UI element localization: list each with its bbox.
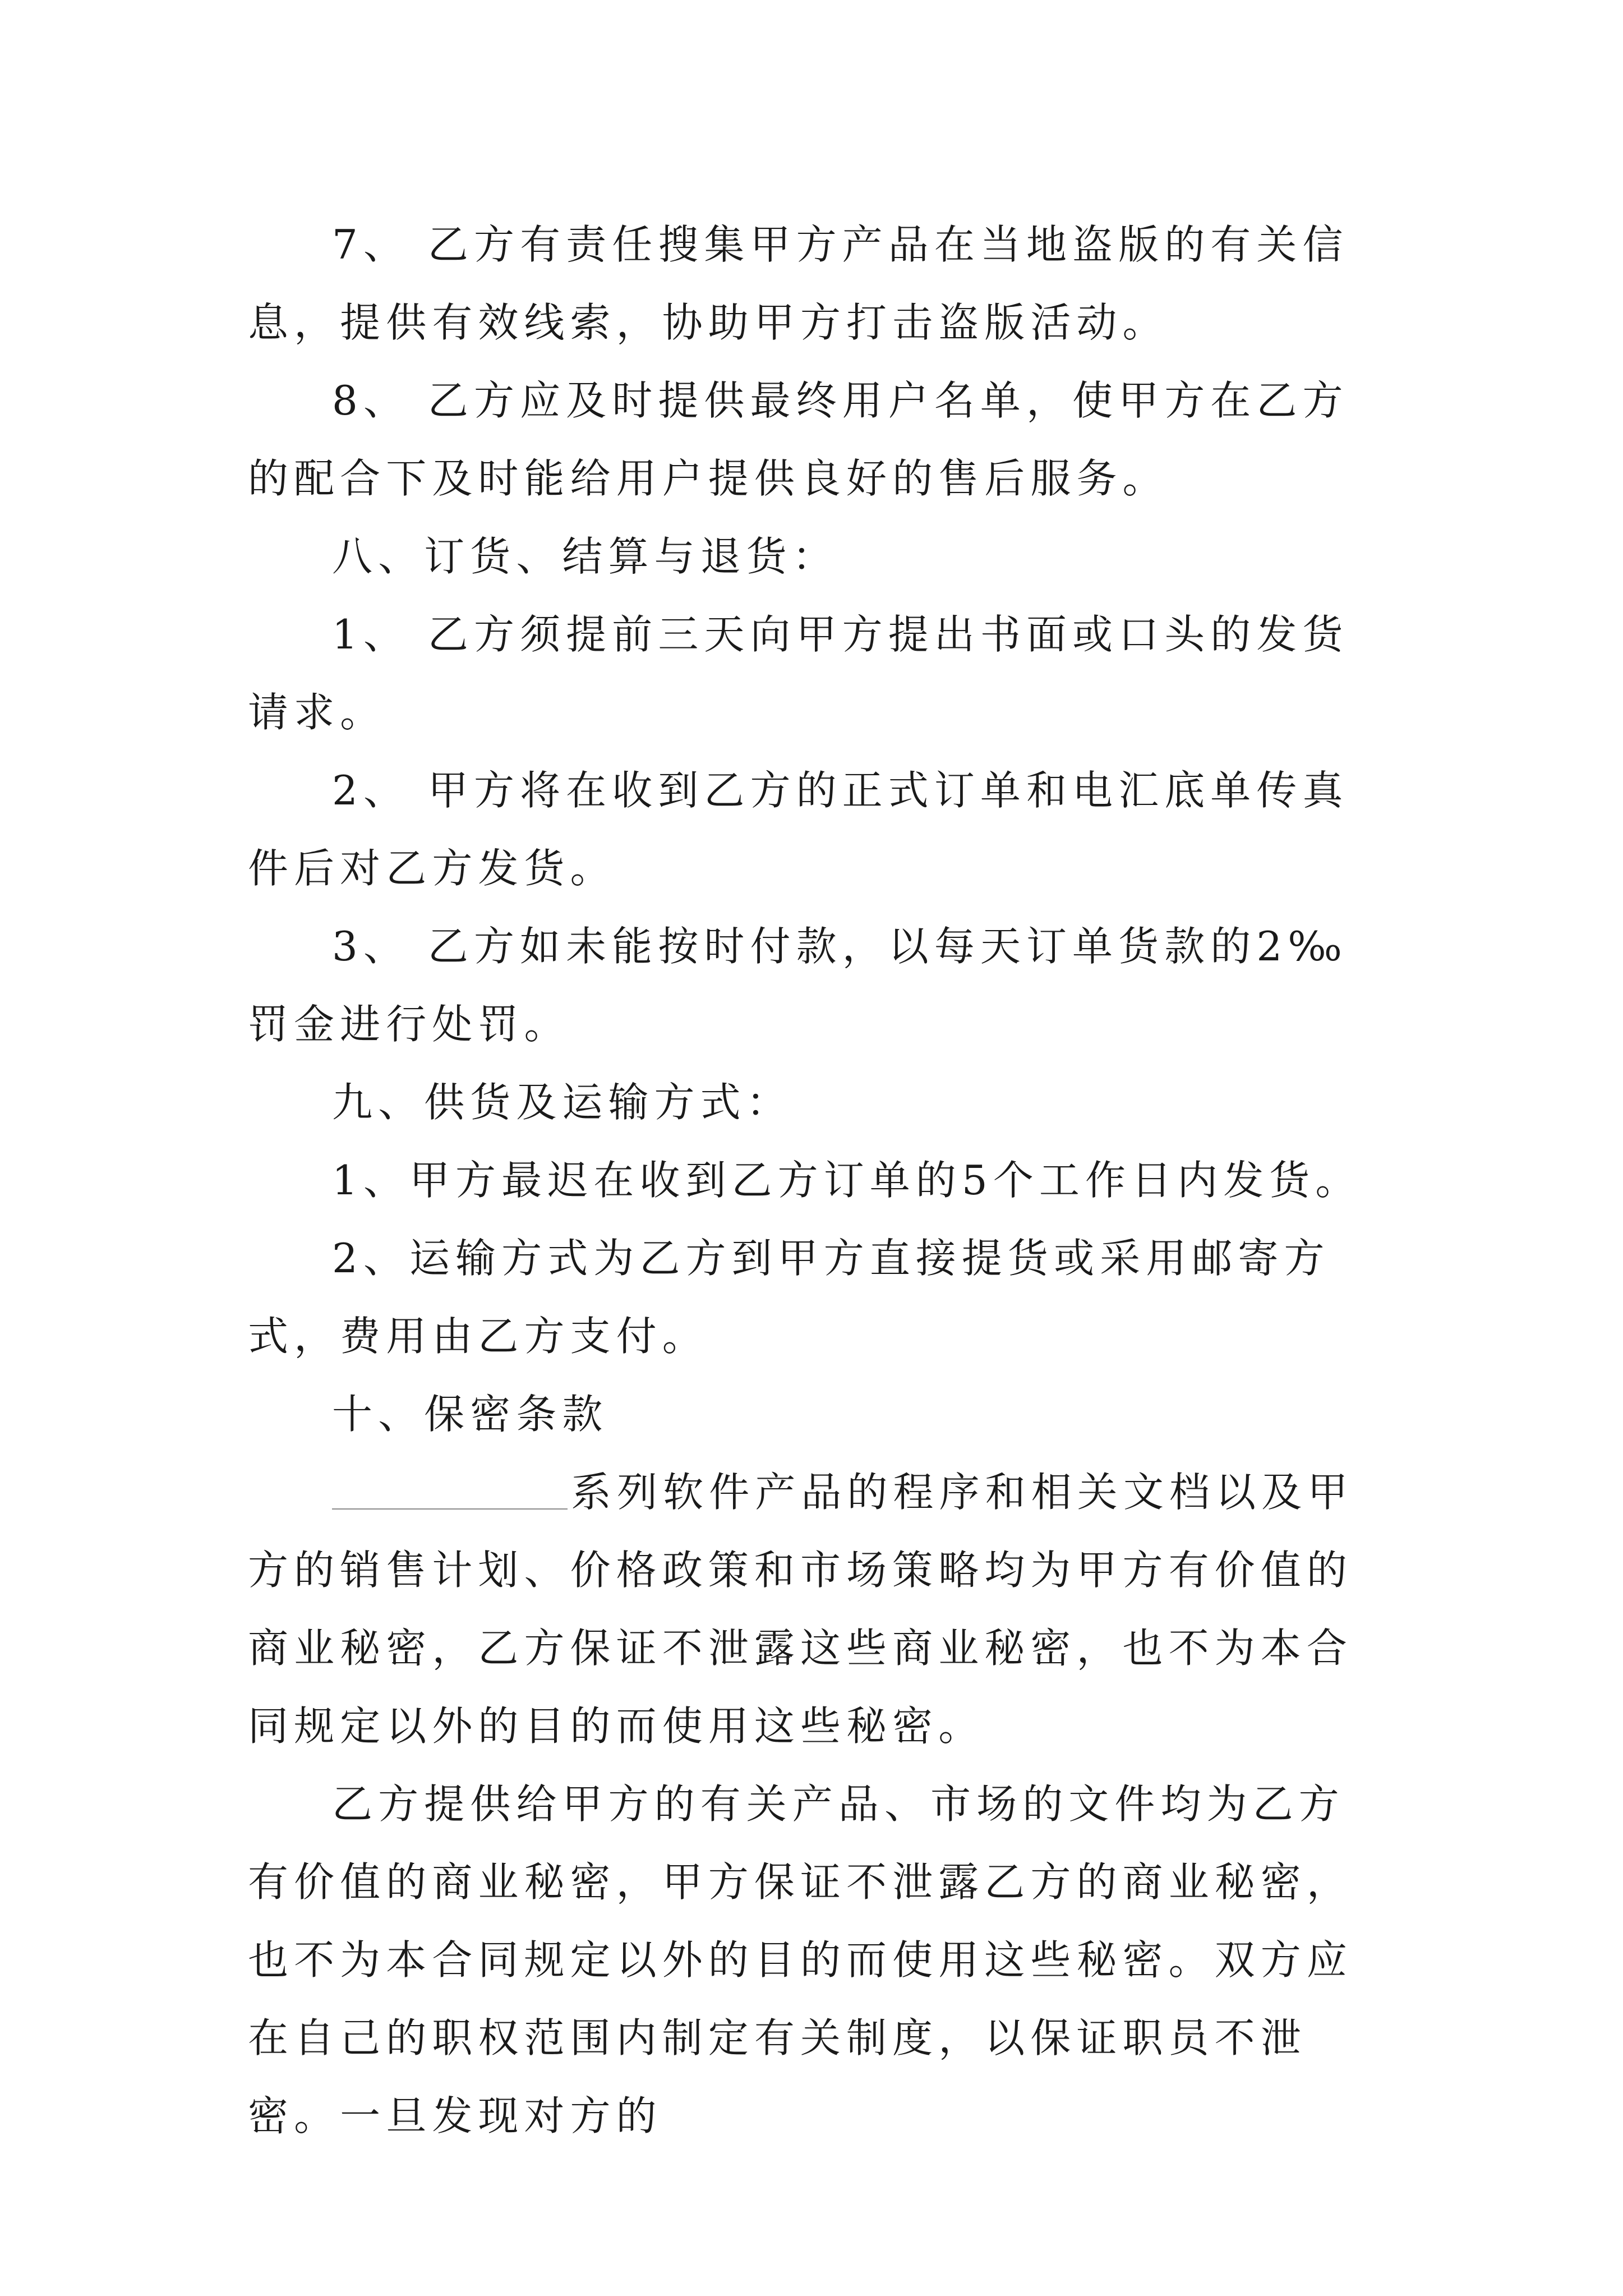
section-9-heading: 九、供货及运输方式： [332, 1079, 792, 1126]
section-8-heading: 八、订货、结算与退货： [332, 533, 838, 580]
section-9-item-2: 2、运输方式为乙方到甲方直接提货或采用邮寄方式，费用由乙方支付。 [248, 1235, 1330, 1360]
section-8-item-2: 2、 甲方将在收到乙方的正式订单和电汇底单传真件后对乙方发货。 [248, 767, 1349, 892]
section-10-paragraph-1 [248, 1453, 1381, 1765]
section-8-item-1: 1、 乙方须提前三天向甲方提出书面或口头的发货请求。 [248, 611, 1349, 736]
section-8-item-3: 3、 乙方如未能按时付款，以每天订单货款的2‰罚金进行处罚。 [248, 923, 1348, 1048]
section-10-paragraph-1-text: 系列软件产品的程序和相关文档以及甲方的销售计划、价格政策和市场策略均为甲方有价值的商业秘密，乙方保证不泄露这些商业秘密，也不为本合同规定以外的目的而使用这些秘密。 [248, 1469, 1354, 1750]
clause-8-text: 8、 乙方应及时提供最终用户名单，使甲方在乙方的配合下及时能给用户提供良好的售后服务。 [248, 377, 1349, 502]
section-9-item-1: 1、甲方最迟在收到乙方订单的5个工作日内发货。 [332, 1157, 1362, 1204]
section-10-heading: 十、保密条款 [332, 1391, 608, 1438]
clause-7-text: 7、 乙方有责任搜集甲方产品在当地盗版的有关信息，提供有效线索，协助甲方打击盗版活动。 [248, 221, 1349, 346]
blank-fill-line [332, 1458, 568, 1510]
section-10-paragraph-2: 乙方提供给甲方的有关产品、市场的文件均为乙方有价值的商业秘密，甲方保证不泄露乙方的商业秘密，也不为本合同规定以外的目的而使用这些秘密。双方应在自己的职权范围内制定有关制度，以保证职员不泄密。一旦发现对方的 [248, 1780, 1353, 2139]
